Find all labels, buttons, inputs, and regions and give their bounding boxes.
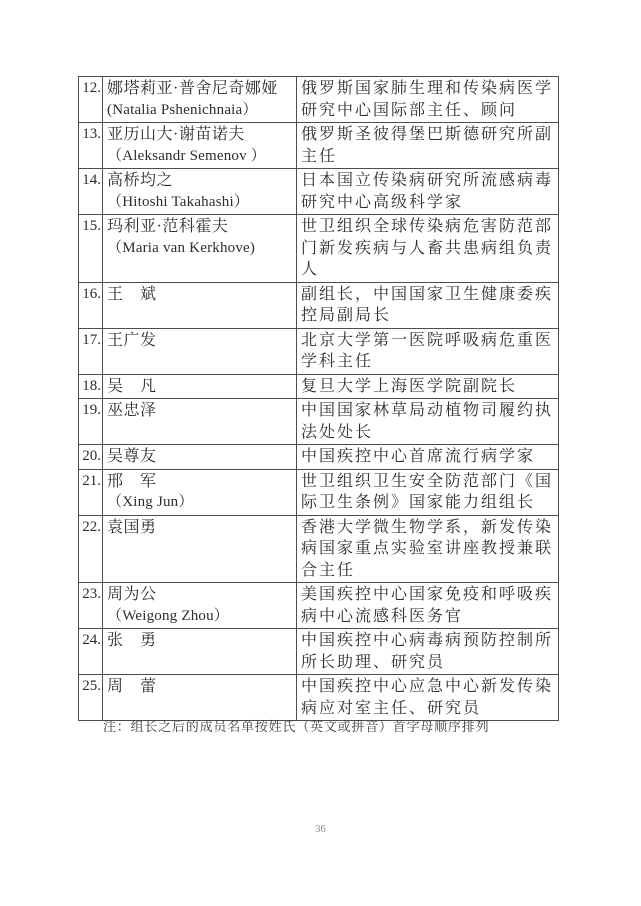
row-number: 22. bbox=[79, 515, 103, 583]
member-title-cell: 中国疾控中心首席流行病学家 bbox=[297, 445, 559, 470]
row-number: 18. bbox=[79, 374, 103, 399]
members-table bbox=[78, 76, 559, 721]
member-name-cn: 周 蕾 bbox=[107, 678, 157, 695]
member-name-cell bbox=[103, 675, 297, 721]
table-row bbox=[79, 629, 559, 675]
member-title-cell: 香港大学微生物学系，新发传染病国家重点实验室讲座教授兼联合主任 bbox=[297, 515, 559, 583]
member-title-cell: 世卫组织卫生安全防范部门《国际卫生条例》国家能力组组长 bbox=[297, 469, 559, 515]
member-title-cell: 中国疾控中心应急中心新发传染病应对室主任、研究员 bbox=[297, 675, 559, 721]
member-name-cell bbox=[103, 469, 297, 515]
member-name-cell bbox=[103, 399, 297, 445]
row-number: 21. bbox=[79, 469, 103, 515]
member-name-cell bbox=[103, 374, 297, 399]
member-name-cn: 王 斌 bbox=[107, 285, 157, 303]
member-name-cn: 吴尊友 bbox=[107, 448, 157, 465]
member-title-cell: 中国国家林草局动植物司履约执法处处长 bbox=[297, 399, 559, 445]
member-title-cell: 俄罗斯圣彼得堡巴斯德研究所副主任 bbox=[297, 123, 559, 169]
table-row bbox=[79, 77, 559, 123]
table-row bbox=[79, 515, 559, 583]
member-name-cn: 王广发 bbox=[107, 331, 157, 349]
member-title-cell: 副组长，中国国家卫生健康委疾控局副局长 bbox=[297, 282, 559, 328]
member-title-cell: 北京大学第一医院呼吸病危重医学科主任 bbox=[297, 328, 559, 374]
member-title-cell: 美国疾控中心国家免疫和呼吸疾病中心流感科医务官 bbox=[297, 583, 559, 629]
member-name-cell bbox=[103, 328, 297, 374]
member-name-cn: 邢 军 bbox=[107, 472, 157, 490]
row-number: 14. bbox=[79, 169, 103, 215]
member-title-cell: 中国疾控中心病毒病预防控制所所长助理、研究员 bbox=[297, 629, 559, 675]
member-name-cell bbox=[103, 77, 297, 123]
row-number: 16. bbox=[79, 282, 103, 328]
row-number: 13. bbox=[79, 123, 103, 169]
member-name-cn: 巫忠泽 bbox=[107, 402, 157, 419]
row-number: 24. bbox=[79, 629, 103, 675]
member-title-cell: 复旦大学上海医学院副院长 bbox=[297, 374, 559, 399]
footnote: 注：组长之后的成员名单按姓氏（英文或拼音）首字母顺序排列 bbox=[103, 719, 490, 734]
member-name-cell bbox=[103, 169, 297, 215]
table-row bbox=[79, 328, 559, 374]
member-name-en: （Xing Jun） bbox=[107, 494, 194, 510]
member-name-cell bbox=[103, 515, 297, 583]
table-row bbox=[79, 399, 559, 445]
member-name-cn: 玛利亚·范科霍夫 bbox=[107, 218, 229, 235]
member-name-en: （Hitoshi Takahashi） bbox=[107, 193, 250, 210]
table-row bbox=[79, 215, 559, 283]
row-number: 15. bbox=[79, 215, 103, 283]
member-name-cn: 周为公 bbox=[107, 586, 157, 603]
member-name-cell bbox=[103, 583, 297, 629]
member-name-cn: 亚历山大·谢苗诺夫 bbox=[107, 126, 245, 143]
row-number: 12. bbox=[79, 77, 103, 123]
row-number: 17. bbox=[79, 328, 103, 374]
table-row bbox=[79, 123, 559, 169]
member-name-cn: 张 勇 bbox=[107, 632, 157, 649]
table-row bbox=[79, 169, 559, 215]
member-name-cell bbox=[103, 445, 297, 470]
table-row bbox=[79, 374, 559, 399]
member-title-cell: 日本国立传染病研究所流感病毒研究中心高级科学家 bbox=[297, 169, 559, 215]
member-title-cell: 世卫组织全球传染病危害防范部门新发疾病与人畜共患病组负责人 bbox=[297, 215, 559, 283]
member-name-cell bbox=[103, 282, 297, 328]
member-name-cell bbox=[103, 629, 297, 675]
member-name-cn: 娜塔莉亚·普舍尼奇娜娅 bbox=[107, 80, 278, 97]
row-number: 19. bbox=[79, 399, 103, 445]
member-name-cell bbox=[103, 123, 297, 169]
row-number: 25. bbox=[79, 675, 103, 721]
member-title-cell: 俄罗斯国家肺生理和传染病医学研究中心国际部主任、顾问 bbox=[297, 77, 559, 123]
member-name-en: （Weigong Zhou） bbox=[107, 607, 229, 624]
table-row bbox=[79, 282, 559, 328]
table-row bbox=[79, 445, 559, 470]
member-name-en: （Maria van Kerkhove) bbox=[107, 239, 256, 256]
row-number: 20. bbox=[79, 445, 103, 470]
members-table-body bbox=[79, 77, 559, 721]
member-name-en: (Natalia Pshenichnaia） bbox=[107, 101, 258, 118]
member-name-cn: 吴 凡 bbox=[107, 377, 157, 395]
row-number: 23. bbox=[79, 583, 103, 629]
table-row bbox=[79, 469, 559, 515]
member-name-cn: 袁国勇 bbox=[107, 518, 157, 536]
member-name-cn: 高桥均之 bbox=[107, 172, 174, 189]
member-name-en: （Aleksandr Semenov ） bbox=[107, 147, 266, 164]
table-row bbox=[79, 675, 559, 721]
page-number: 36 bbox=[315, 824, 326, 835]
member-name-cell bbox=[103, 215, 297, 283]
table-row bbox=[79, 583, 559, 629]
